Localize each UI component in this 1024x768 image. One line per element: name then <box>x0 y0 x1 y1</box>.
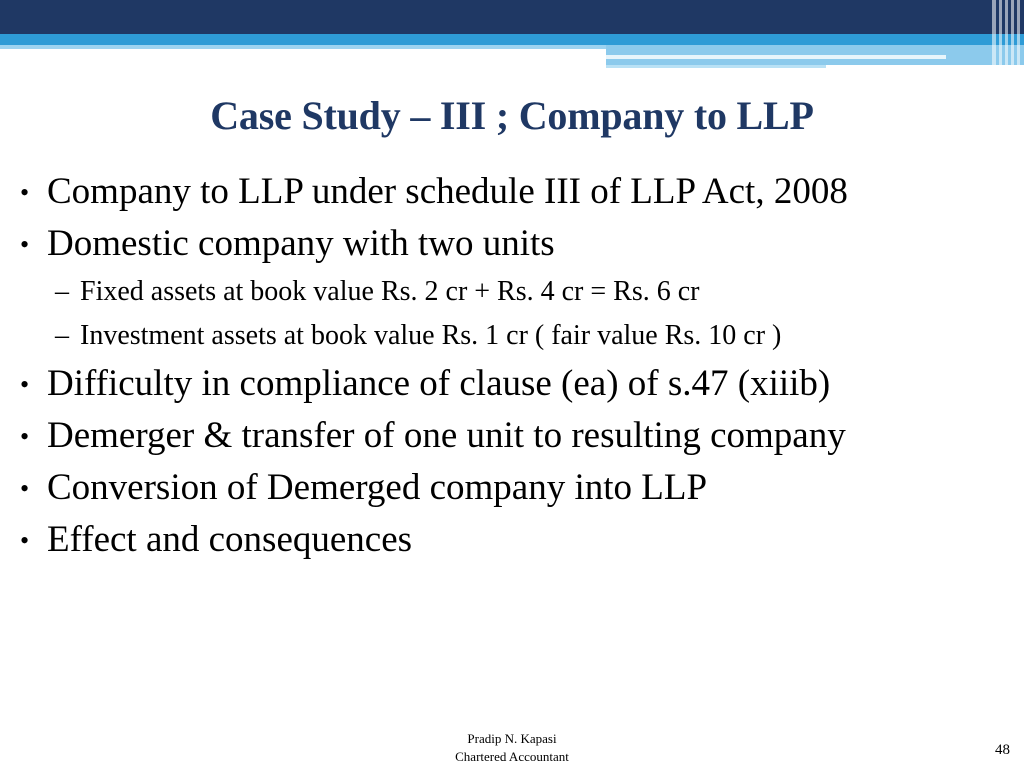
sub-bullet-marker: – <box>55 320 69 351</box>
sub-bullet-text: Investment assets at book value Rs. 1 cr ( fair value Rs. 10 cr ) <box>80 320 782 351</box>
bullet-item <box>18 218 1008 270</box>
bullet-marker: • <box>20 178 30 207</box>
bullet-text: Demerger & transfer of one unit to resulting company <box>47 415 846 456</box>
footer-author: Pradip N. Kapasi <box>467 731 557 746</box>
bullet-text: Difficulty in compliance of clause (ea) of s.47 (xiiib) <box>47 363 831 404</box>
slide-title: Case Study – III ; Company to LLP <box>210 93 814 138</box>
page-number: 48 <box>995 742 1010 758</box>
sub-bullet-text: Fixed assets at book value Rs. 2 cr + Rs. 4 cr = Rs. 6 cr <box>80 276 700 307</box>
header-stripe <box>1011 0 1014 72</box>
bullet-text: Company to LLP under schedule III of LLP Act, 2008 <box>47 171 848 212</box>
header-light-strip <box>0 45 606 49</box>
header-band <box>0 0 1024 72</box>
bullet-item <box>18 514 1008 566</box>
sub-bullet-item <box>18 270 1008 314</box>
bullet-item <box>18 410 1008 462</box>
header-right-underline <box>606 65 826 68</box>
bullet-item <box>18 166 1008 218</box>
bullet-marker: • <box>20 474 30 503</box>
header-stripe <box>1005 0 1008 72</box>
bullet-text: Effect and consequences <box>47 519 413 560</box>
header-stripe <box>1017 0 1020 72</box>
bullet-marker: • <box>20 526 30 555</box>
header-right-highlight <box>606 55 946 59</box>
bullet-text: Conversion of Demerged company into LLP <box>47 467 708 508</box>
bullet-marker: • <box>20 370 30 399</box>
header-accent-bar <box>0 34 1024 45</box>
sub-bullet-marker: – <box>55 276 69 307</box>
bullet-list <box>18 166 1008 566</box>
header-dark-bar <box>0 0 1024 34</box>
sub-bullet-item <box>18 314 1008 358</box>
bullet-marker: • <box>20 422 30 451</box>
bullet-marker: • <box>20 230 30 259</box>
bullet-item <box>18 358 1008 410</box>
footer-credit <box>412 730 612 766</box>
footer-designation: Chartered Accountant <box>455 749 569 764</box>
bullet-text: Domestic company with two units <box>47 223 555 264</box>
header-stripe <box>992 0 996 72</box>
header-stripe <box>999 0 1002 72</box>
bullet-item <box>18 462 1008 514</box>
